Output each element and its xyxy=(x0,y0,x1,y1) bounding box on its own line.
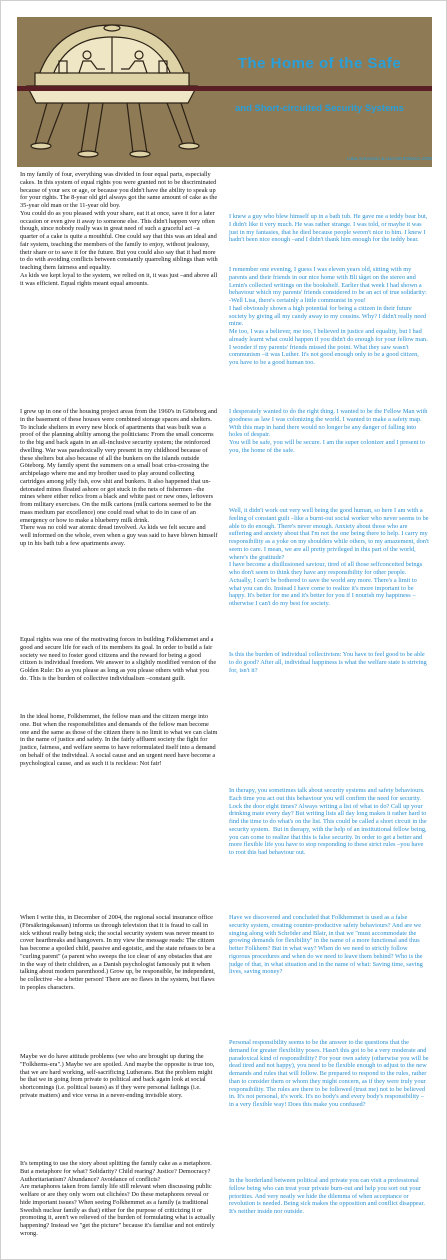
right-paragraph-3: I desperately wanted to do the right thing. I wanted to be the Fellow Man with goodness as law I was colonizing the world. I wanted to make a safety map. With this map in hand there would no longer be any danger of falling into holes of despair. You will be safe, you will be secure. I am the super colonizer and I present to you, the home of the safe. xyxy=(229,408,428,454)
header-stripe xyxy=(17,86,432,91)
right-paragraph-5: Is this the burden of individual collectivism: You have to feel good to be able to do good? After all, individual happiness is what the welfare state is striving for, isn't it? xyxy=(229,651,429,674)
right-paragraph-4: Well, it didn't work out very well being the good human, so here I am with a feeling of constant guilt –like a burnt-out social worker who never seems to be able to do enough. There's never enough. Anxiety about those who are suffering and anxiety about that I'm not the one being there to help. I carry my responsibility as a yoke on my shoulders while others, to my amazement, don't seem to care. I mean, we are all pretty privileged in this part of the world, where's the gratitude? I have become a disillusioned saviour, tired of all those selfconceited beings who don't seem to think they have any responsibility for other people. Actually, I can't be bothered to save the world any more. There's a limit to what you can do. Instead I have come to realize it's more important to be happy. It's better for me and it's better for you if I nourish my happiness –otherwise I can't do my best for society. xyxy=(229,507,429,607)
safe-house-illustration xyxy=(17,17,432,167)
left-paragraph-1: In my family of four, everything was divided in four equal parts, especially cakes. In this system of equal rights you were granted not to be discriminated because of your sex or age, or because you didn't have the ability to speak up for your rights. The 8-year old girl always got the same amount of cake as the 35-year old man or the 11-year old boy. You could do as you pleased with your share, eat it at once, save it for a later occasion or even give it away to someone else. This didn't happen very often though, since nobody really was in great need of such a graceful act –a quarter of a cake is quite a mouthful. One could say that this was an ideal and fair system, teaching the members of the family to enjoy, without jealousy, their share or to save it for the future. But you could also say that it had more to do with avoiding conflicts between constantly quarreling siblings than with teaching them fairness and equality. As kids we kept loyal to the system, we relied on it, it was just –and above all it was efficient. Equal rights meant equal amounts. xyxy=(20,171,218,287)
left-paragraph-3: Equal rights was one of the motivating forces in building Folkhemmet and a good and secure life for each of its members its goal. In order to build a fair society we need to foster good citizens and the reward for being a good citizen is individual freedom. We answer to a slightly modified version of the Golden Rule: Do as you please as long as you please others with what you do. This is the burden of collective individualism –constant guilt. xyxy=(20,636,218,682)
left-paragraph-7: It's tempting to use the story about splitting the family cake as a metaphore. But a metaphore for what? Solidarity? Child rearing? Justice? Democracy? Authoritarianism? Abundance? Avoidance of conflicts? Are metaphores taken from family life still relevant when discussing public welfare or are they only worn out clichées? Do these metaphores reveal or hide important issues? When seeing Folkhemmet as a family (a traditional Swedish nuclear family as that) either for the purpose of criticizing it or promoting it, aren't we relieved of the burden of formulating what is actually happening? Instead we "get the picture" because it's familiar and not entirely wrong. xyxy=(20,1160,215,1237)
right-paragraph-9: In the borderland between political and private you can visit a professional fellow being who can treat your private burn-out and help you sort out your priorities. And very neatly we hide the dilemma of when acceptance or revolution is needed. Being sick makes the opposition and conflict disappear. It's neither inside nor outside. xyxy=(229,1177,427,1215)
page-title: The Home of the Safe xyxy=(237,55,402,72)
left-paragraph-6: Maybe we do have attitude problems (we who are brought up during the "Folkhems-era".) Maybe we are spoiled. And maybe the opposite is true too, that we are hard working, self-sacrificing Lutherans. But the problem might be that we in going from private to political and back again look at social shortcomings (i.e. political issues) as if they were personal failings (i.e. private matters) and vice versa in a never-ending invisible story. xyxy=(20,1053,216,1099)
left-paragraph-4: In the ideal home, Folkhemmet, the fellow man and the citizen merge into one. But when the responsibilities and demands of the fellow man become one and the same as those of the citizen there is no limit to what we can claim in the name of justice and safety. In the fairly affluent society the fight for justice, fairness, and welfare seems to have reformulated itself into a demand on behalf of the individual. A social cause and an urgent need have become a psychological cause, and as such it is reckless: Not fair! xyxy=(20,713,220,767)
left-paragraph-5: When I write this, in December of 2004, the regional social insurance office (Försäkringskassan) informs us through television that it is fraud to call in sick without really being sick; the social security system was never meant to cover heartbreaks and hangovers. In my view the message reads: The citizen has become a spoiled child, passive and egoistic, and the state refuses to be a "curling parent" (a parent who sweeps the ice clear of any obstacles that are in the way of their children, as a Danish psychologist famously put it when talking about modern parenthood.) Grow up, be responsible, be independent, be collective –be a better person! There are no flaws in the system, but flaws in peoples characters. xyxy=(20,914,217,991)
right-paragraph-2: I remember one evening, I guess I was eleven years old, sitting with my parents and their friends in our nice home with Bli tåget on the stereo and Lenin's collected writings on the bookshelf. Earlier that week I had shown a behaviour which my parents' friends considered to be an act of true solidarity: -Well Lisa, there's certainly a little communist in you! I had obviously shown a high potential for being a citizen in their future society by giving all my candy away to my cousins. Why? I didn't really need mine. Me too, I was a believer, me too, I believed in justice and equality, but I had already learnt what could happen if you didn't do enough for your fellow man. I wonder if my parents' friends missed the point. What they saw wasn't communism –it was Luther. It's not good enough only to be a good citizen, you have to be a good human too. xyxy=(229,266,428,366)
right-paragraph-8: Personal responsibility seems to be the answer to the questions that the demand for greater flexibility poses. Hasn't this got to be a very moderate and paradoxical kind of responsibility? For your own safety (otherwise you will be dead tired and not happy), you need to be flexible enough to adjust to the new demands and rules that will follow. Be prepared to respond to the rules, rather than to consider them or whom they might concern, as if they were truly your responsibility. The rules are there to be followed (trust me) not to be believed in. It's not personal, it's work. It's no body's and every body's responsibility – in a very flexible way! Does this make you confused? xyxy=(229,1039,431,1108)
page-subtitle: and Short-circuited Security Systems xyxy=(235,103,404,114)
left-paragraph-2: I grew up in one of the housing project areas from the 1960's in Göteborg and in the basement of these houses were combined storage spaces and shelters. To include shelters in every new block of apartments that was built was a proof of the planning ability among the politicians: From the small concerns to the big and back again in an all-inclusive security system; the reinforced dwelling. War was paradoxically very present in my childhood because of these shelters but also because of all the bunkers on the islands outside Göteborg. My family spent the summers on a small boat criss-crossing the archipelago where me and my brother used to play around collecting cartridges among jelly fish, eow shit and bunkers. It also happened that un-detonated mines floated ashore or got stuck in the nets of fishermen –the mines where either relics from a black and white past or new ones, leftovers from military exercises. On the milk cartons (milk cartons seemed to be the mass medium par excellence) one could read what to do in case of an emergency or how to make a blueberry milk drink. There was no cold war atomic dread involved. As kids we felt secure and well informed on the whole, even when a guy was said to have blown himself up in his bath tub a few apartments away. xyxy=(20,408,218,547)
author-byline: Lotta Antonsson & Lise-lott Eriksson 2005 xyxy=(346,156,432,161)
right-paragraph-7: Have we discovered and concluded that Folkhemmet is used as a false security system, creating counter-productive safety behaviours? And are we singing along with Schröder and Blair, in that we "must accommodate the growing demands for flexibility" in the name of a more functional and thus better Folkhem? But in what way? When do we need to strictly follow rigorous procedures and when do we need to leave them behind? Who is the judge of that, in what situation and in the name of what: Saving time, saving lives, saving money? xyxy=(229,914,425,976)
right-paragraph-1: I knew a guy who blew himself up in a bath tub. He gave me a teddy bear but, I didn't like it very much. He was rather strange. I was told, or maybe it was just in my fantasies, that he died because people weren't nice to him. I knew I hadn't been nice enough –and I didn't thank him enough for the teddy bear. xyxy=(229,213,429,244)
right-paragraph-6: In therapy, you sometimes talk about security systems and safety behaviours. Each time you act out this behaviour you will confirm the need for security. Lock the door eight times? Always writing a list of what to do? Call up your drinking mate every day? But writing lists all day long makes it rather hard to find the time to do what's on the list. This could be called a short circuit in the security system. But in therapy, with the help of an institutional fellow being, you can come to realize that this is false security. In order to get a better and more flexible life you have to stop responding to these strict rules –you have to root this bad behaviour out. xyxy=(229,787,429,856)
header-banner xyxy=(17,17,432,167)
